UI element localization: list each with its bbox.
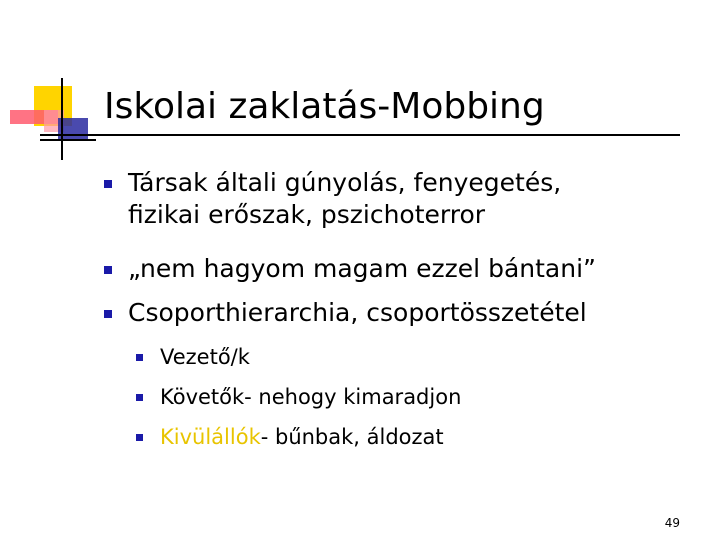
bullet-text: Csoporthierarchia, csoportösszetétel xyxy=(128,298,587,327)
highlighted-word: Kivülállók xyxy=(160,425,261,449)
subbullet-text xyxy=(160,424,444,450)
square-bullet-icon xyxy=(136,354,143,361)
square-bullet-icon xyxy=(136,394,143,401)
square-bullet-icon xyxy=(104,266,112,274)
square-bullet-icon xyxy=(104,310,112,318)
page-number: 49 xyxy=(664,516,680,530)
subbullet-text: Követők- nehogy kimaradjon xyxy=(160,385,462,409)
bullet-text-line2: fizikai erőszak, pszichoterror xyxy=(128,200,486,229)
square-bullet-icon xyxy=(104,180,112,188)
bullet-text: „nem hagyom magam ezzel bántani” xyxy=(128,254,596,283)
bullet-text-line1: Társak általi gúnyolás, fenyegetés, xyxy=(128,168,562,197)
square-bullet-icon xyxy=(136,434,143,441)
subbullet-rest-text: - bűnbak, áldozat xyxy=(260,425,444,449)
slide-title: Iskolai zaklatás-Mobbing xyxy=(104,86,545,127)
subbullet-text: Vezető/k xyxy=(160,345,250,369)
